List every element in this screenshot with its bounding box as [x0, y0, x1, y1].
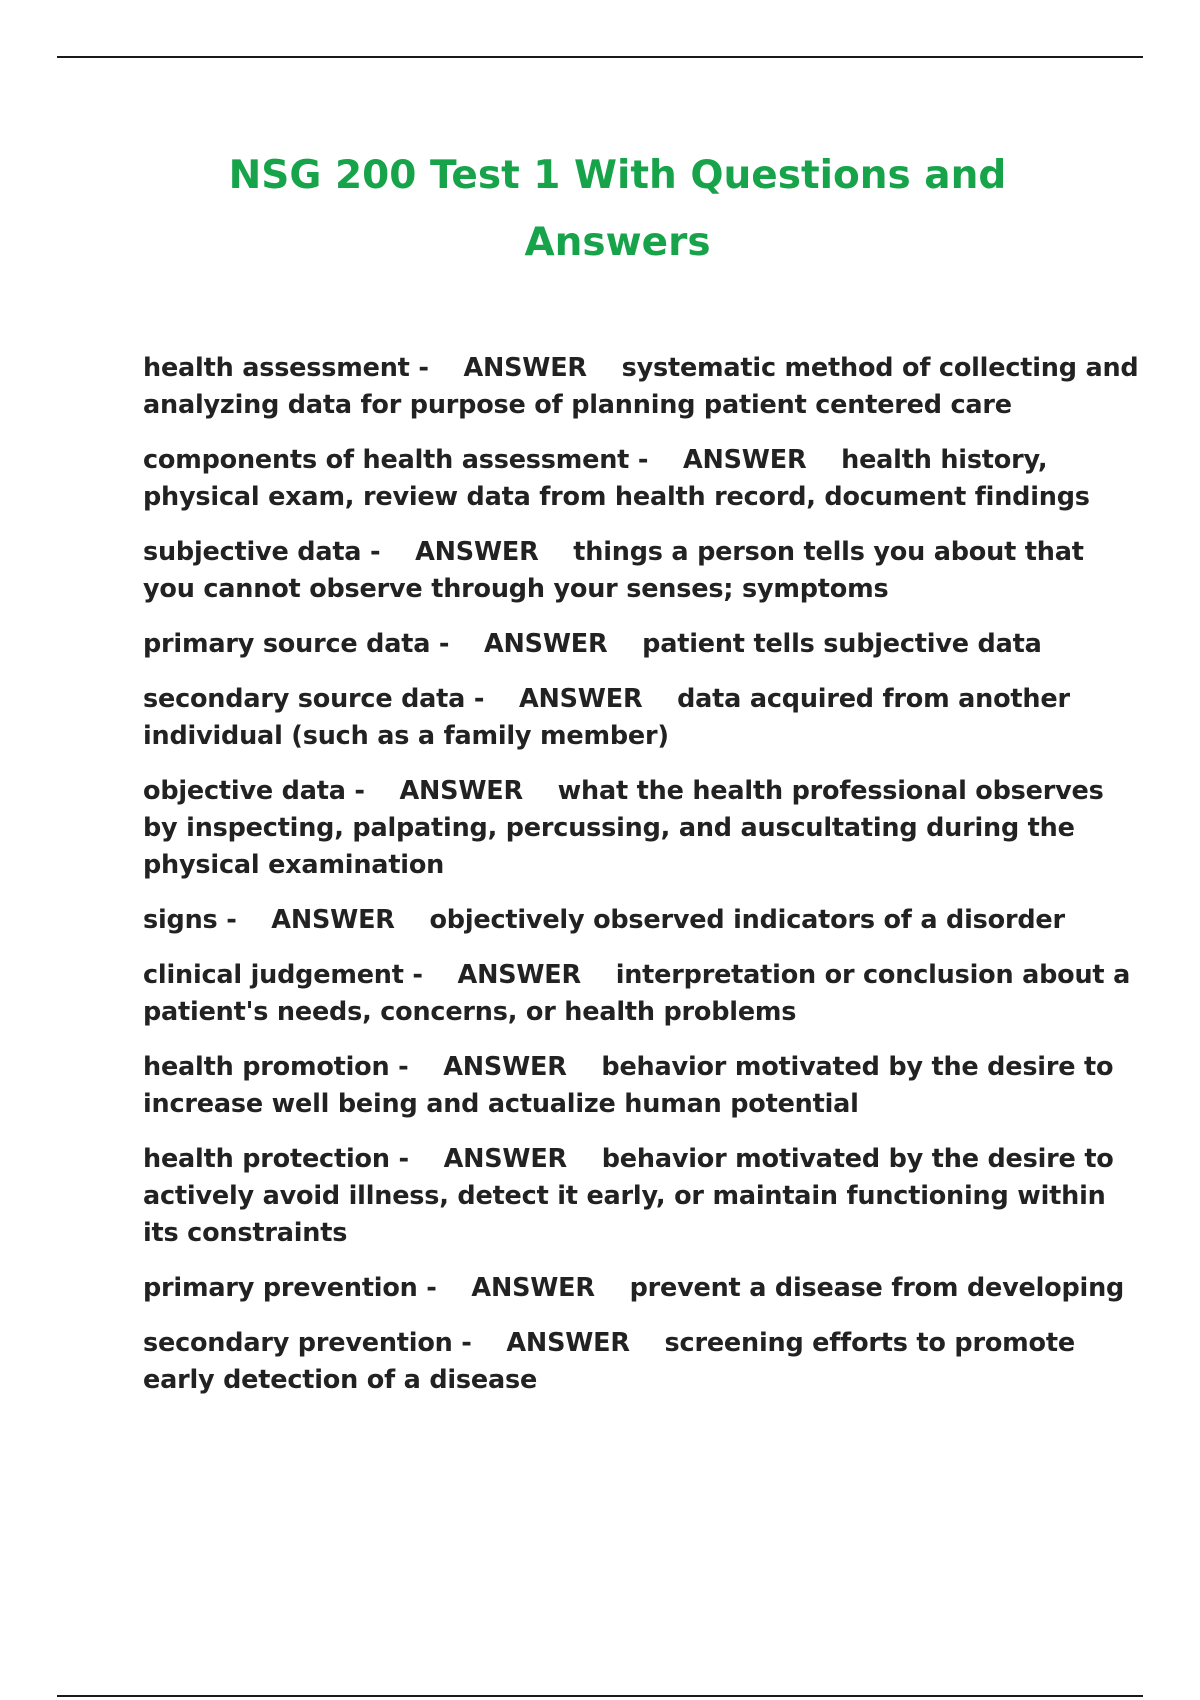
- answer-label: ANSWER: [471, 1273, 595, 1303]
- answer-label: ANSWER: [463, 353, 587, 383]
- answer-label: ANSWER: [518, 684, 643, 714]
- qa-term: subjective data: [143, 537, 362, 567]
- qa-item: subjective data - ANSWER things a person tells you about that you cannot observe through your senses; symptoms: [143, 537, 1084, 604]
- qa-item: objective data - ANSWER what the health professional observes by inspecting, palpating, percussing, and auscultating during the physical examination: [143, 776, 1104, 880]
- qa-item: secondary source data - ANSWER data acquired from another individual (such as a family member): [143, 684, 1070, 751]
- answer-label: ANSWER: [271, 905, 395, 935]
- qa-definition: screening efforts to promote early detection of a disease: [143, 1328, 1075, 1395]
- qa-item: clinical judgement - ANSWER interpretation or conclusion about a patient's needs, concerns, or health problems: [143, 960, 1131, 1027]
- qa-definition: what the health professional observes by inspecting, palpating, percussing, and auscultating during the physical examination: [143, 776, 1104, 880]
- qa-definition: behavior motivated by the desire to increase well being and actualize human potential: [143, 1052, 1114, 1119]
- qa-definition: interpretation or conclusion about a patient's needs, concerns, or health problems: [143, 960, 1131, 1027]
- qa-term: health protection: [143, 1144, 390, 1174]
- top-rule: [57, 56, 1143, 58]
- qa-definition: health history, physical exam, review data from health record, document findings: [143, 445, 1090, 512]
- qa-definition: prevent a disease from developing: [629, 1273, 1125, 1303]
- answer-label: ANSWER: [399, 776, 523, 806]
- qa-item: secondary prevention - ANSWER screening efforts to promote early detection of a disease: [143, 1328, 1075, 1395]
- answer-label: ANSWER: [682, 445, 807, 475]
- document-title: NSG 200 Test 1 With Questions and Answers: [228, 153, 1007, 265]
- qa-term: primary prevention: [143, 1273, 418, 1303]
- qa-definition: data acquired from another individual (such as a family member): [143, 684, 1070, 751]
- answer-label: ANSWER: [506, 1328, 630, 1358]
- qa-term: health assessment: [143, 353, 410, 383]
- qa-term: signs: [143, 905, 218, 935]
- qa-term: secondary prevention: [143, 1328, 453, 1358]
- qa-definition: systematic method of collecting and analyzing data for purpose of planning patient centered care: [143, 353, 1139, 420]
- qa-list: [143, 350, 1143, 1417]
- qa-term: secondary source data: [143, 684, 466, 714]
- qa-item: signs - ANSWER objectively observed indicators of a disorder: [143, 905, 1065, 935]
- qa-term: clinical judgement: [143, 960, 404, 990]
- qa-item: components of health assessment - ANSWER health history, physical exam, review data from health record, document findings: [143, 445, 1090, 512]
- qa-definition: things a person tells you about that you cannot observe through your senses; symptoms: [143, 537, 1084, 604]
- qa-term: health promotion: [143, 1052, 390, 1082]
- answer-label: ANSWER: [443, 1144, 567, 1174]
- qa-term: objective data: [143, 776, 346, 806]
- qa-definition: objectively observed indicators of a disorder: [429, 905, 1065, 935]
- qa-item: primary source data - ANSWER patient tells subjective data: [143, 629, 1042, 659]
- bottom-rule: [57, 1695, 1143, 1697]
- qa-item: health protection - ANSWER behavior motivated by the desire to actively avoid illness, detect it early, or maintain functioning within its constraints: [143, 1144, 1114, 1248]
- answer-label: ANSWER: [457, 960, 581, 990]
- qa-item: primary prevention - ANSWER prevent a disease from developing: [143, 1273, 1125, 1303]
- answer-label: ANSWER: [483, 629, 608, 659]
- qa-definition: behavior motivated by the desire to actively avoid illness, detect it early, or maintain functioning within its constraints: [143, 1144, 1114, 1248]
- qa-item: health assessment - ANSWER systematic method of collecting and analyzing data for purpose of planning patient centered care: [143, 353, 1139, 420]
- qa-term: components of health assessment: [143, 445, 630, 475]
- answer-label: ANSWER: [443, 1052, 567, 1082]
- qa-item: health promotion - ANSWER behavior motivated by the desire to increase well being and actualize human potential: [143, 1052, 1114, 1119]
- qa-term: primary source data: [143, 629, 431, 659]
- qa-definition: patient tells subjective data: [642, 629, 1042, 659]
- answer-label: ANSWER: [415, 537, 539, 567]
